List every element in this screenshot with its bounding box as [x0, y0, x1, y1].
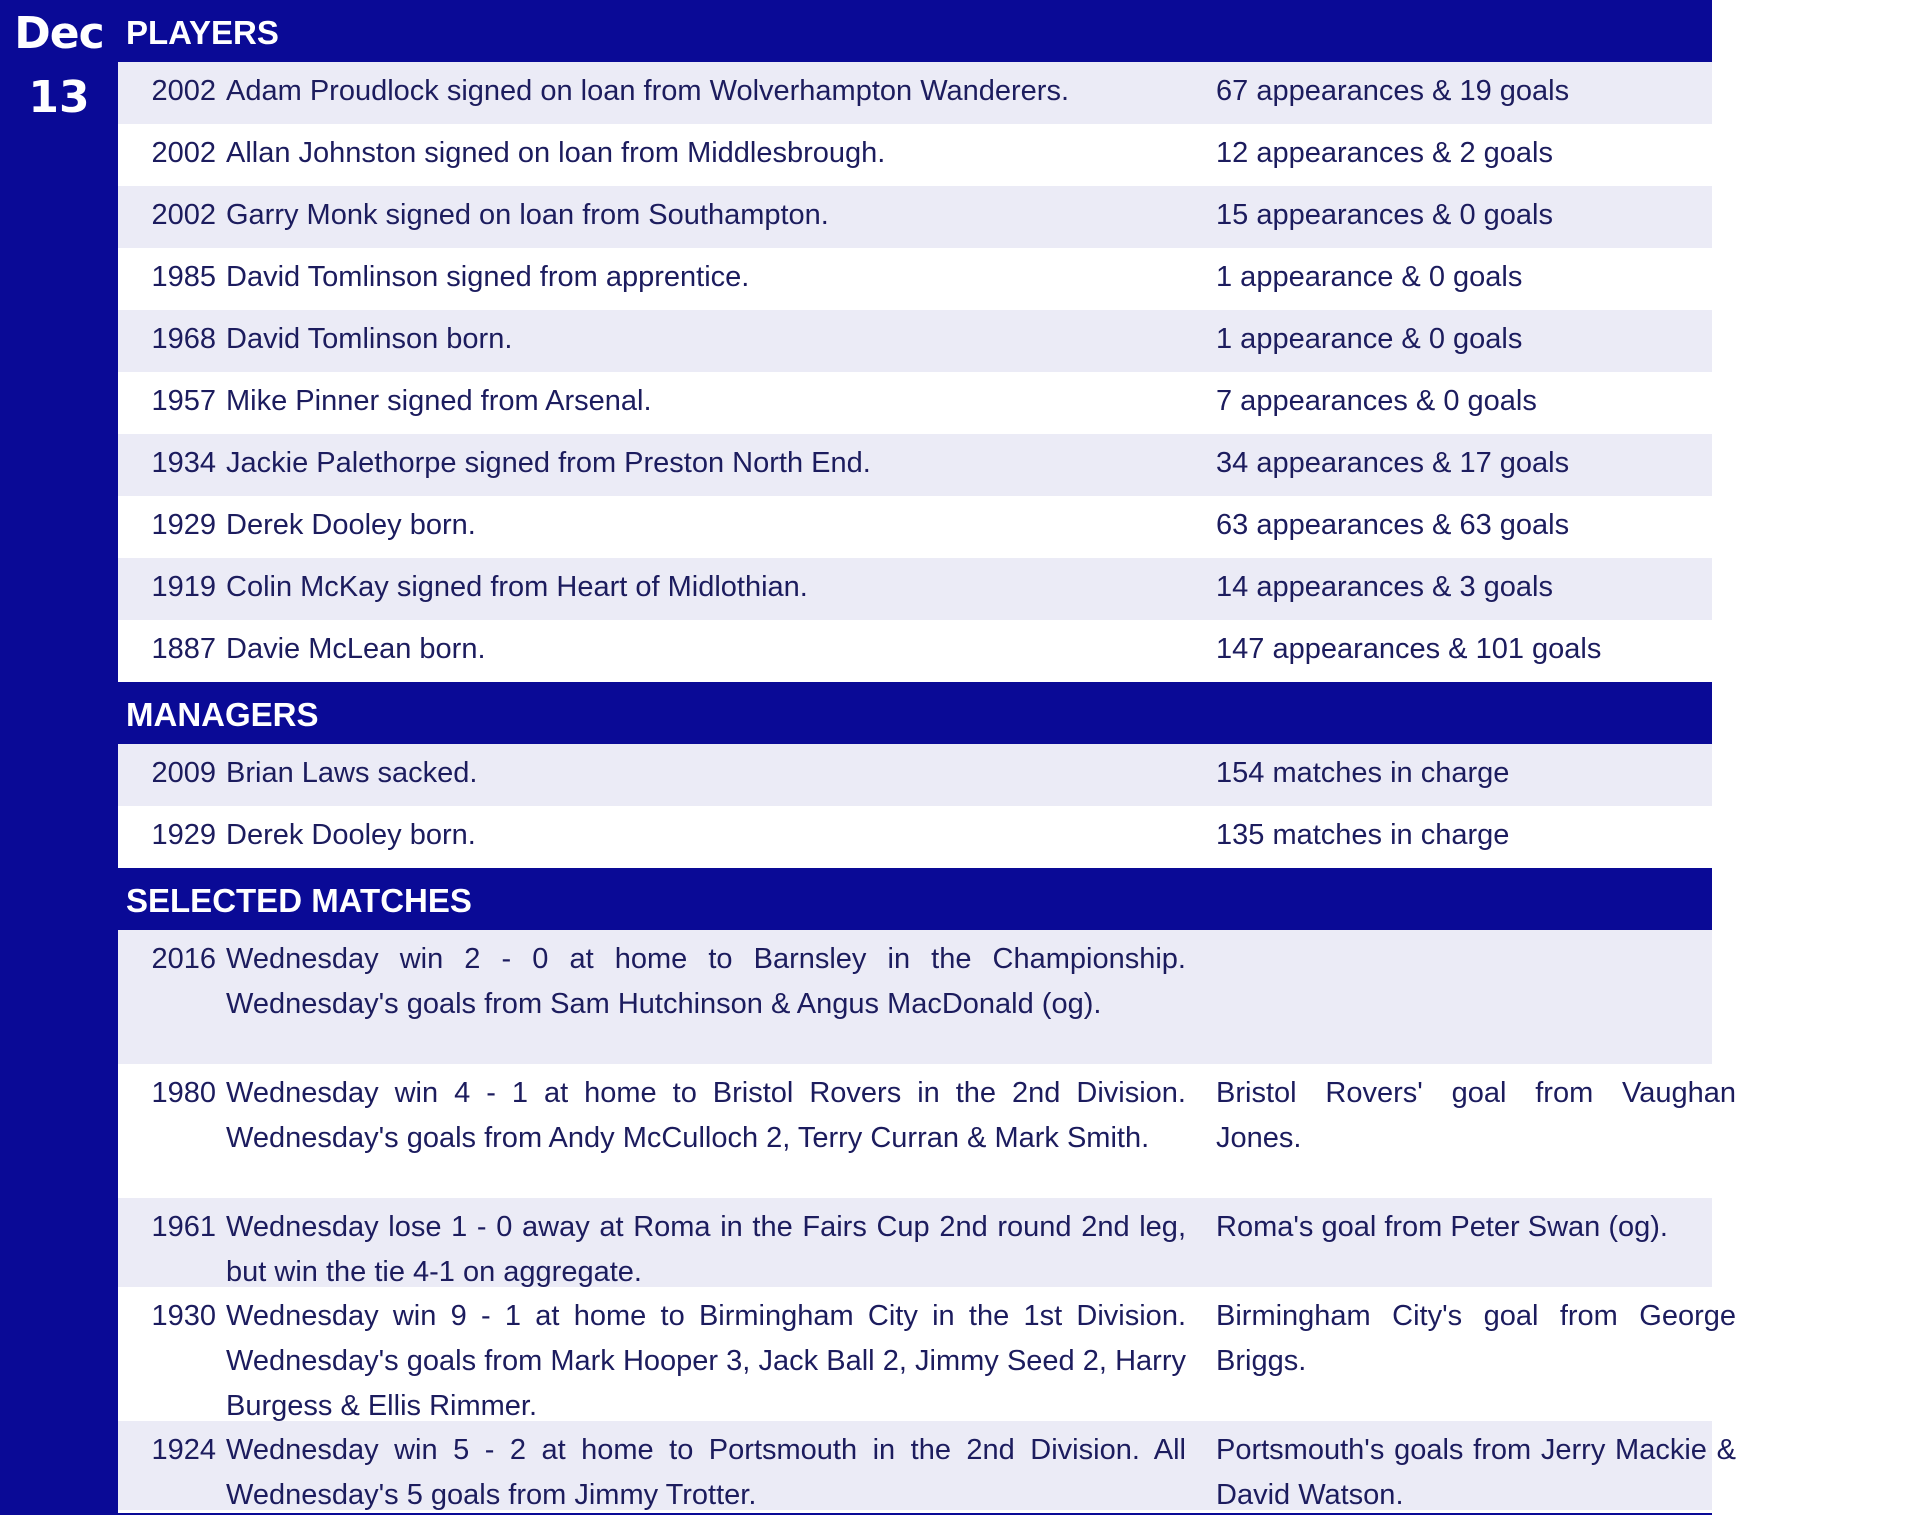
- row-stat: Bristol Rovers' goal from Vaughan Jones.: [1216, 1077, 1736, 1154]
- row-year: 1887: [151, 633, 216, 665]
- row-stat: Roma's goal from Peter Swan (og).: [1216, 1211, 1668, 1243]
- table-row: [118, 620, 1712, 682]
- row-event: Brian Laws sacked.: [226, 757, 478, 789]
- row-event: Allan Johnston signed on loan from Middlesbrough.: [226, 137, 886, 169]
- table-row: [118, 558, 1712, 620]
- row-year: 1957: [151, 385, 216, 417]
- row-stat: 12 appearances & 2 goals: [1216, 137, 1553, 169]
- row-stat: 154 matches in charge: [1216, 757, 1510, 789]
- table-row: [118, 248, 1712, 310]
- table-row: [118, 496, 1712, 558]
- row-year: 1924: [151, 1434, 216, 1466]
- row-year: 1929: [151, 509, 216, 541]
- table-row: [118, 124, 1712, 186]
- row-year: 1985: [151, 261, 216, 293]
- table-row: [118, 1421, 1736, 1511]
- row-year: 1968: [151, 323, 216, 355]
- row-year: 1980: [151, 1077, 216, 1109]
- table-row: [118, 1064, 1736, 1198]
- row-event: Derek Dooley born.: [226, 819, 476, 851]
- date-day: 13: [28, 72, 90, 123]
- row-year: 2009: [151, 757, 216, 789]
- row-stat: 34 appearances & 17 goals: [1216, 447, 1570, 479]
- managers-header: MANAGERS: [118, 682, 1712, 744]
- row-stat: Portsmouth's goals from Jerry Mackie & David Watson.: [1216, 1434, 1736, 1511]
- table-row: [118, 744, 1712, 806]
- content-area: [118, 0, 1736, 1511]
- matches-header: SELECTED MATCHES: [118, 868, 1712, 930]
- row-event: Davie McLean born.: [226, 633, 486, 665]
- table-row: [118, 806, 1712, 868]
- row-year: 1930: [151, 1300, 216, 1332]
- row-event: Adam Proudlock signed on loan from Wolverhampton Wanderers.: [226, 75, 1070, 107]
- row-stat: 147 appearances & 101 goals: [1216, 633, 1602, 665]
- table-row: [118, 372, 1712, 434]
- row-event: Colin McKay signed from Heart of Midlothian.: [226, 571, 808, 603]
- row-event: David Tomlinson born.: [226, 323, 513, 355]
- row-event: Wednesday lose 1 - 0 away at Roma in the Fairs Cup 2nd round 2nd leg, but win the tie 4-1 on aggregate.: [226, 1211, 1186, 1288]
- table-row: [118, 186, 1712, 248]
- row-event: Mike Pinner signed from Arsenal.: [226, 385, 652, 417]
- row-event: Garry Monk signed on loan from Southampton.: [226, 199, 829, 231]
- row-event: David Tomlinson signed from apprentice.: [226, 261, 750, 293]
- row-year: 1919: [151, 571, 216, 603]
- row-stat: 135 matches in charge: [1216, 819, 1510, 851]
- row-stat: 67 appearances & 19 goals: [1216, 75, 1570, 107]
- table-row: [118, 62, 1712, 124]
- players-header: PLAYERS: [118, 0, 1712, 62]
- date-month: Dec: [14, 8, 104, 59]
- row-stat: Birmingham City's goal from George Briggs.: [1216, 1300, 1736, 1377]
- row-event: Wednesday win 5 - 2 at home to Portsmouth in the 2nd Division. All Wednesday's 5 goals from Jimmy Trotter.: [226, 1434, 1186, 1511]
- row-stat: 14 appearances & 3 goals: [1216, 571, 1553, 603]
- date-sidebar: [0, 0, 118, 1515]
- row-stat: 1 appearance & 0 goals: [1216, 261, 1523, 293]
- row-year: 1934: [151, 447, 216, 479]
- table-row: [118, 434, 1712, 496]
- row-event: Wednesday win 9 - 1 at home to Birmingham City in the 1st Division. Wednesday's goals from Mark Hooper 3, Jack Ball 2, Jimmy Seed 2, Harry Burgess & Ellis Rimmer.: [226, 1300, 1186, 1422]
- table-row: [118, 1287, 1736, 1422]
- row-year: 1929: [151, 819, 216, 851]
- row-event: Wednesday win 4 - 1 at home to Bristol Rovers in the 2nd Division. Wednesday's goals from Andy McCulloch 2, Terry Curran & Mark Smith.: [226, 1077, 1186, 1154]
- row-year: 2002: [151, 75, 216, 107]
- row-event: Derek Dooley born.: [226, 509, 476, 541]
- row-year: 2002: [151, 199, 216, 231]
- row-event: Wednesday win 2 - 0 at home to Barnsley in the Championship. Wednesday's goals from Sam Hutchinson & Angus MacDonald (og).: [226, 943, 1186, 1020]
- row-year: 2016: [151, 943, 216, 975]
- table-row: [118, 1198, 1712, 1287]
- row-stat: 15 appearances & 0 goals: [1216, 199, 1553, 231]
- row-stat: 63 appearances & 63 goals: [1216, 509, 1570, 541]
- row-event: Jackie Palethorpe signed from Preston North End.: [226, 447, 871, 479]
- row-stat: 7 appearances & 0 goals: [1216, 385, 1537, 417]
- row-year: 2002: [151, 137, 216, 169]
- table-row: [118, 930, 1712, 1064]
- row-year: 1961: [151, 1211, 216, 1243]
- row-stat: 1 appearance & 0 goals: [1216, 323, 1523, 355]
- table-row: [118, 310, 1712, 372]
